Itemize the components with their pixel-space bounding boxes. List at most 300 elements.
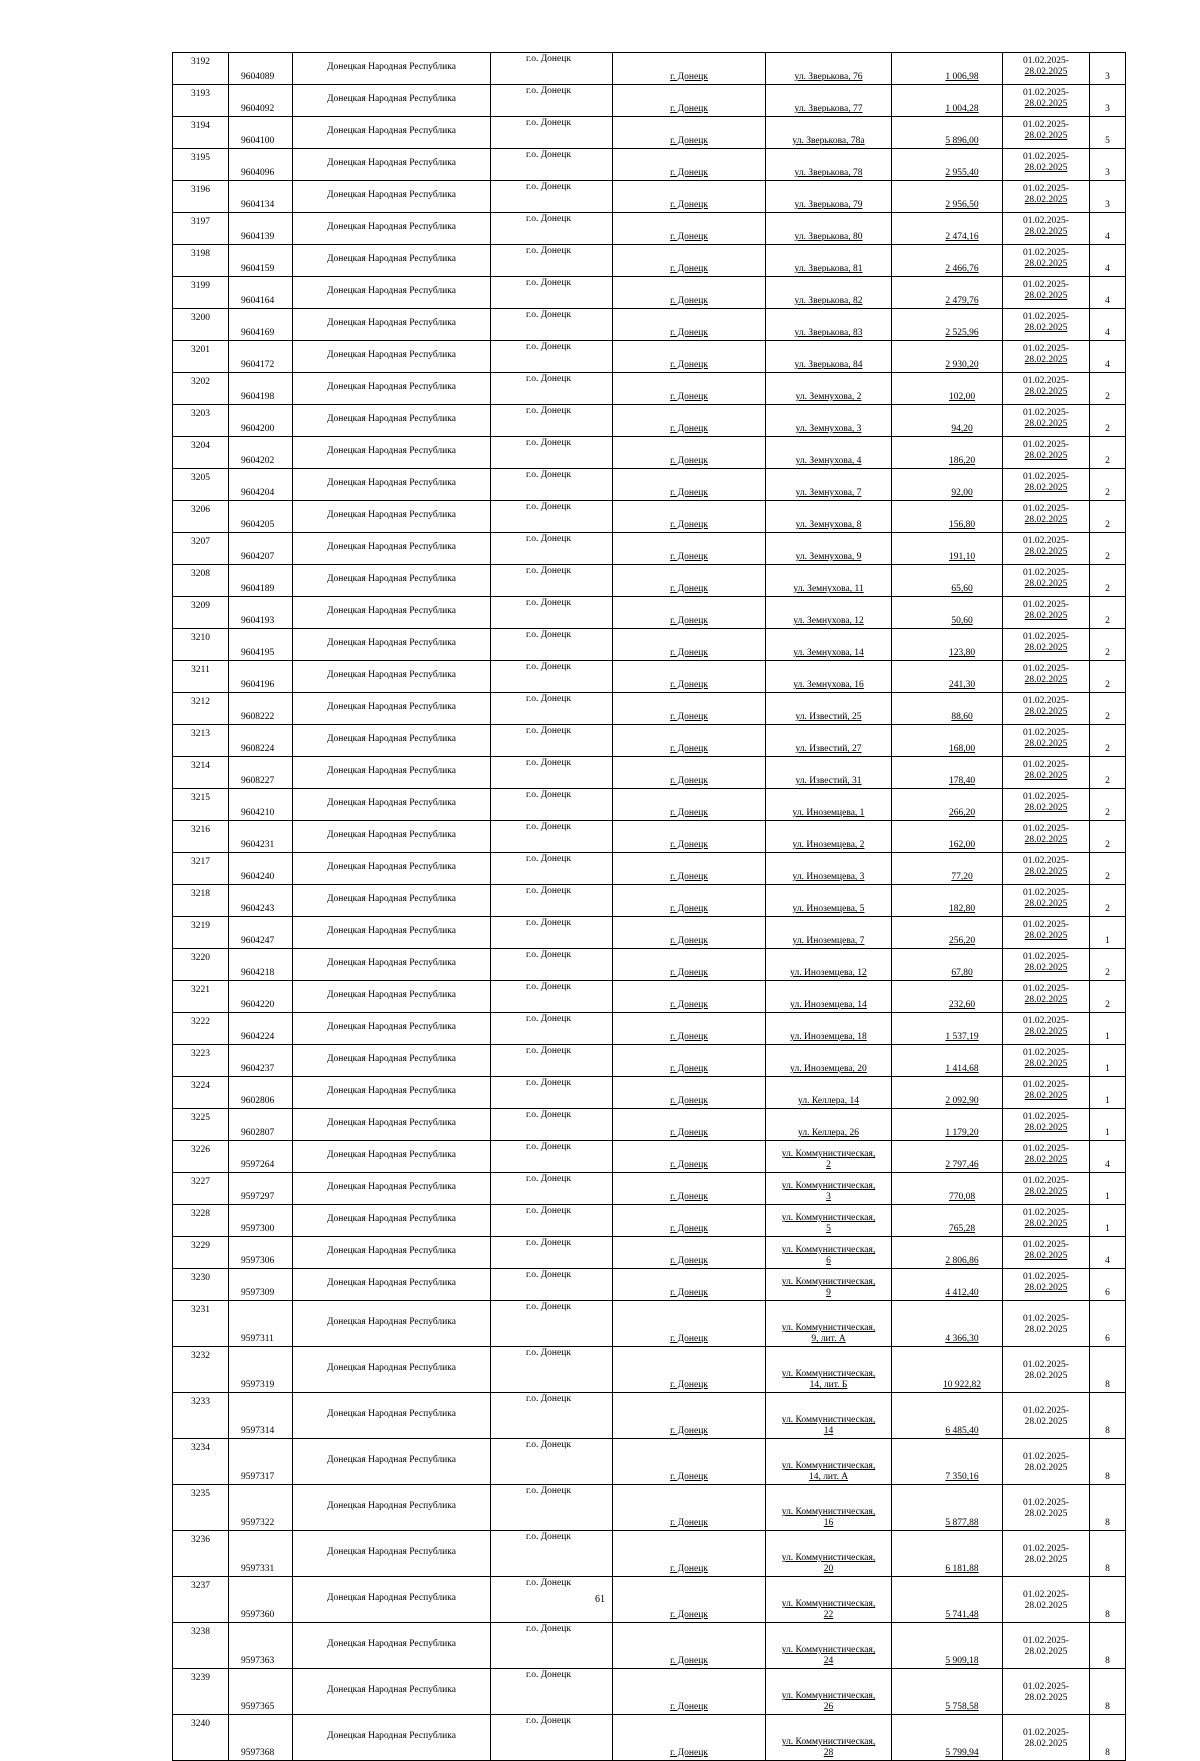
city: г. Донецк [670,392,708,402]
district: г.о. Донецк [491,1077,613,1109]
period-end: 28.02.2025 [1024,195,1068,205]
object-id: 9597306 [229,1237,293,1269]
street [766,1269,892,1301]
object-id: 9604092 [229,85,293,117]
object-id: 9604204 [229,469,293,501]
city: г. Донецк [670,1160,708,1170]
area-cell [892,1013,1003,1045]
row-number: 3209 [173,597,229,629]
period-end: 28.02.2025 [1024,259,1068,269]
street-line-1: ул. Коммунистическая, [781,1415,876,1425]
street-text: ул. Иноземцева, 7 [792,936,865,946]
count: 2 [1090,949,1126,981]
district: г.о. Донецк [491,1141,613,1173]
object-id: 9604096 [229,149,293,181]
table-row [173,1485,1126,1531]
city-cell [613,85,766,117]
district: г.о. Донецк [491,821,613,853]
object-id: 9597311 [229,1301,293,1347]
table-row [173,501,1126,533]
city-cell [613,501,766,533]
district: г.о. Донецк [491,1109,613,1141]
street [766,245,892,277]
period-end: 28.02.2025 [1024,579,1068,589]
street [766,469,892,501]
table-row [173,1269,1126,1301]
city: г. Донецк [670,648,708,658]
period-end: 28.02.2025 [1024,1325,1068,1335]
area-cell [892,1109,1003,1141]
row-number: 3196 [173,181,229,213]
city: г. Донецк [670,520,708,530]
table-row [173,1301,1126,1347]
count: 1 [1090,1173,1126,1205]
area: 2 474,16 [945,232,979,242]
period-start: 01.02.2025- [1023,1682,1069,1692]
period [1003,1173,1090,1205]
count: 2 [1090,533,1126,565]
district: г.о. Донецк [491,181,613,213]
district: г.о. Донецк [491,245,613,277]
district: г.о. Донецк [491,757,613,789]
period [1003,757,1090,789]
area-cell [892,1301,1003,1347]
street-text: ул. Земнухова, 7 [795,488,862,498]
count: 2 [1090,821,1126,853]
region: Донецкая Народная Республика [293,1045,491,1077]
object-id: 9597297 [229,1173,293,1205]
period-start: 01.02.2025- [1023,56,1069,66]
area-cell [892,853,1003,885]
area: 1 179,20 [945,1128,979,1138]
row-number: 3232 [173,1347,229,1393]
count: 8 [1090,1577,1126,1623]
area-cell [892,373,1003,405]
period [1003,1531,1090,1577]
street-line-1: ул. Коммунистическая, [781,1323,876,1333]
period-end: 28.02.2025 [1024,227,1068,237]
period-start: 01.02.2025- [1023,632,1069,642]
area: 2 466,76 [945,264,979,274]
city: г. Донецк [670,1610,708,1620]
street-line-2: 28 [823,1748,834,1758]
count: 3 [1090,53,1126,85]
district: г.о. Донецк [491,1669,613,1715]
city: г. Донецк [670,264,708,274]
street-line-1: ул. Коммунистическая, [781,1369,876,1379]
area-cell [892,117,1003,149]
city-cell [613,661,766,693]
object-id: 9597331 [229,1531,293,1577]
district: г.о. Донецк [491,1045,613,1077]
period-end: 28.02.2025 [1024,1027,1068,1037]
city-cell [613,1013,766,1045]
city: г. Донецк [670,1224,708,1234]
district: г.о. Донецк [491,373,613,405]
region: Донецкая Народная Республика [293,149,491,181]
area-cell [892,725,1003,757]
period-start: 01.02.2025- [1023,504,1069,514]
street [766,1439,892,1485]
street [766,501,892,533]
row-number: 3234 [173,1439,229,1485]
city: г. Донецк [670,296,708,306]
count: 6 [1090,1301,1126,1347]
city-cell [613,53,766,85]
area: 182,80 [948,904,976,914]
period-end: 28.02.2025 [1024,323,1068,333]
period-end: 28.02.2025 [1024,1463,1068,1473]
period-end: 28.02.2025 [1024,899,1068,909]
street-text: ул. Иноземцева, 5 [792,904,865,914]
period-start: 01.02.2025- [1023,568,1069,578]
period-end: 28.02.2025 [1024,131,1068,141]
object-id: 9604089 [229,53,293,85]
period-start: 01.02.2025- [1023,440,1069,450]
period-end: 28.02.2025 [1024,931,1068,941]
street-line-1: ул. Коммунистическая, [781,1691,876,1701]
period-start: 01.02.2025- [1023,344,1069,354]
period-end: 28.02.2025 [1024,355,1068,365]
row-number: 3217 [173,853,229,885]
area-cell [892,1715,1003,1761]
count: 8 [1090,1623,1126,1669]
period [1003,1141,1090,1173]
street-line-1: ул. Коммунистическая, [781,1213,876,1223]
street-line-2: 9 [826,1288,831,1298]
street [766,1531,892,1577]
period-end: 28.02.2025 [1024,675,1068,685]
area: 156,80 [948,520,976,530]
row-number: 3235 [173,1485,229,1531]
period [1003,117,1090,149]
street [766,373,892,405]
city: г. Донецк [670,104,708,114]
area: 1 537,19 [945,1032,979,1042]
period [1003,1623,1090,1669]
city-cell [613,629,766,661]
row-number: 3219 [173,917,229,949]
table-row [173,1109,1126,1141]
count: 2 [1090,853,1126,885]
table-row [173,1715,1126,1761]
city-cell [613,1269,766,1301]
period-end: 28.02.2025 [1024,1219,1068,1229]
row-number: 3238 [173,1623,229,1669]
city: г. Донецк [670,1096,708,1106]
city-cell [613,277,766,309]
city-cell [613,245,766,277]
region: Донецкая Народная Республика [293,1301,491,1347]
period-start: 01.02.2025- [1023,1240,1069,1250]
object-id: 9604205 [229,501,293,533]
row-number: 3224 [173,1077,229,1109]
area-cell [892,1237,1003,1269]
street-line-2: 26 [823,1702,834,1712]
object-id: 9597322 [229,1485,293,1531]
table-row [173,693,1126,725]
street-text: ул. Земнухова, 11 [793,584,864,594]
city: г. Донецк [670,1192,708,1202]
area-cell [892,213,1003,245]
row-number: 3210 [173,629,229,661]
street [766,1205,892,1237]
count: 2 [1090,693,1126,725]
area-cell [892,53,1003,85]
period [1003,1205,1090,1237]
region: Донецкая Народная Республика [293,917,491,949]
period-end: 28.02.2025 [1024,291,1068,301]
district: г.о. Донецк [491,277,613,309]
count: 8 [1090,1485,1126,1531]
area: 5 909,18 [945,1656,979,1666]
period-start: 01.02.2025- [1023,408,1069,418]
period [1003,1045,1090,1077]
period-start: 01.02.2025- [1023,216,1069,226]
table-row [173,1013,1126,1045]
period [1003,533,1090,565]
street-text: ул. Известий, 31 [795,776,862,786]
period-end: 28.02.2025 [1024,1123,1068,1133]
row-number: 3231 [173,1301,229,1347]
period [1003,565,1090,597]
city: г. Донецк [670,1256,708,1266]
area: 5 741,48 [945,1610,979,1620]
city-cell [613,469,766,501]
table-row [173,117,1126,149]
period [1003,1439,1090,1485]
street [766,533,892,565]
period-start: 01.02.2025- [1023,1728,1069,1738]
period-end: 28.02.2025 [1024,163,1068,173]
row-number: 3208 [173,565,229,597]
street-line-2: 5 [826,1224,831,1234]
city-cell [613,1173,766,1205]
period-end: 28.02.2025 [1024,771,1068,781]
district: г.о. Донецк [491,1393,613,1439]
row-number: 3237 [173,1577,229,1623]
street-text: ул. Иноземцева, 18 [790,1032,867,1042]
table-row [173,1439,1126,1485]
object-id: 9604139 [229,213,293,245]
object-id: 9604193 [229,597,293,629]
area-cell [892,1173,1003,1205]
period-start: 01.02.2025- [1023,1636,1069,1646]
city-cell [613,949,766,981]
row-number: 3221 [173,981,229,1013]
street [766,565,892,597]
city-cell [613,1439,766,1485]
area-cell [892,1393,1003,1439]
row-number: 3192 [173,53,229,85]
period [1003,981,1090,1013]
table-row [173,1237,1126,1269]
street [766,437,892,469]
street-line-2: 6 [826,1256,831,1266]
period-end: 28.02.2025 [1024,1555,1068,1565]
area-cell [892,1045,1003,1077]
city-cell [613,1301,766,1347]
period-start: 01.02.2025- [1023,1112,1069,1122]
district: г.о. Донецк [491,1439,613,1485]
area: 5 896,00 [945,136,979,146]
region: Донецкая Народная Республика [293,1141,491,1173]
period-start: 01.02.2025- [1023,1544,1069,1554]
object-id: 9604218 [229,949,293,981]
area-cell [892,789,1003,821]
region: Донецкая Народная Республика [293,1237,491,1269]
region: Донецкая Народная Республика [293,1013,491,1045]
row-number: 3228 [173,1205,229,1237]
street-text: ул. Зверькова, 81 [794,264,863,274]
period-end: 28.02.2025 [1024,1739,1068,1749]
street-text: ул. Иноземцева, 12 [790,968,867,978]
area-cell [892,501,1003,533]
period [1003,597,1090,629]
city: г. Донецк [670,1518,708,1528]
city-cell [613,213,766,245]
district: г.о. Донецк [491,1237,613,1269]
street [766,181,892,213]
row-number: 3212 [173,693,229,725]
row-number: 3197 [173,213,229,245]
city: г. Донецк [670,936,708,946]
period-end: 28.02.2025 [1024,707,1068,717]
street [766,1045,892,1077]
street-line-2: 24 [823,1656,834,1666]
period [1003,405,1090,437]
object-id: 9597365 [229,1669,293,1715]
city: г. Донецк [670,1380,708,1390]
row-number: 3213 [173,725,229,757]
area-cell [892,565,1003,597]
area-cell [892,949,1003,981]
street-line-2: 22 [823,1610,834,1620]
table-row [173,1173,1126,1205]
district: г.о. Донецк [491,1269,613,1301]
period-start: 01.02.2025- [1023,1144,1069,1154]
object-id: 9604134 [229,181,293,213]
count: 8 [1090,1347,1126,1393]
area-cell [892,885,1003,917]
district: г.о. Донецк [491,1485,613,1531]
city: г. Донецк [670,456,708,466]
district: г.о. Донецк [491,661,613,693]
row-number: 3229 [173,1237,229,1269]
street-text: ул. Келлера, 14 [798,1096,859,1106]
street [766,629,892,661]
count: 4 [1090,277,1126,309]
area: 5 799,94 [945,1748,979,1758]
street [766,853,892,885]
street-line-1: ул. Коммунистическая, [781,1461,876,1471]
table-row [173,757,1126,789]
object-id: 9597264 [229,1141,293,1173]
area-cell [892,533,1003,565]
city-cell [613,1045,766,1077]
street-text: ул. Зверькова, 78а [792,136,865,146]
street-text: ул. Известий, 27 [795,744,862,754]
region: Донецкая Народная Республика [293,1531,491,1577]
period-start: 01.02.2025- [1023,1016,1069,1026]
city: г. Донецк [670,1426,708,1436]
area-cell [892,309,1003,341]
street [766,597,892,629]
row-number: 3223 [173,1045,229,1077]
area-cell [892,341,1003,373]
street-line-1: ул. Коммунистическая, [781,1737,876,1747]
street-text: ул. Иноземцева, 2 [792,840,865,850]
period-end: 28.02.2025 [1024,739,1068,749]
period-start: 01.02.2025- [1023,696,1069,706]
street [766,981,892,1013]
street [766,85,892,117]
street [766,53,892,85]
row-number: 3194 [173,117,229,149]
street-line-1: ул. Коммунистическая, [781,1507,876,1517]
period-end: 28.02.2025 [1024,643,1068,653]
period-end: 28.02.2025 [1024,451,1068,461]
period-end: 28.02.2025 [1024,803,1068,813]
table-row [173,885,1126,917]
area: 50,60 [951,616,973,626]
region: Донецкая Народная Республика [293,821,491,853]
region: Донецкая Народная Республика [293,1439,491,1485]
period-start: 01.02.2025- [1023,184,1069,194]
region: Донецкая Народная Республика [293,341,491,373]
city: г. Донецк [670,136,708,146]
street-text: ул. Земнухова, 12 [793,616,864,626]
period [1003,469,1090,501]
registry-rows [173,53,1126,1761]
object-id: 9597360 [229,1577,293,1623]
object-id: 9604202 [229,437,293,469]
period-start: 01.02.2025- [1023,792,1069,802]
count: 4 [1090,1141,1126,1173]
count: 2 [1090,405,1126,437]
region: Донецкая Народная Республика [293,565,491,597]
region: Донецкая Народная Республика [293,949,491,981]
region: Донецкая Народная Республика [293,597,491,629]
row-number: 3240 [173,1715,229,1761]
city: г. Донецк [670,1064,708,1074]
area-cell [892,437,1003,469]
street [766,117,892,149]
table-row [173,85,1126,117]
period [1003,1237,1090,1269]
area: 770,08 [948,1192,976,1202]
period-end: 28.02.2025 [1024,419,1068,429]
page-number: 61 [595,1594,605,1605]
city-cell [613,149,766,181]
street-line-2: 14, лит. А [808,1472,849,1482]
table-row [173,405,1126,437]
period-end: 28.02.2025 [1024,99,1068,109]
table-row [173,949,1126,981]
count: 8 [1090,1531,1126,1577]
count: 2 [1090,469,1126,501]
street [766,661,892,693]
city-cell [613,597,766,629]
count: 8 [1090,1715,1126,1761]
area: 2 479,76 [945,296,979,306]
district: г.о. Донецк [491,1301,613,1347]
table-row [173,661,1126,693]
area: 5 877,88 [945,1518,979,1528]
city: г. Донецк [670,584,708,594]
area-cell [892,981,1003,1013]
area-cell [892,917,1003,949]
